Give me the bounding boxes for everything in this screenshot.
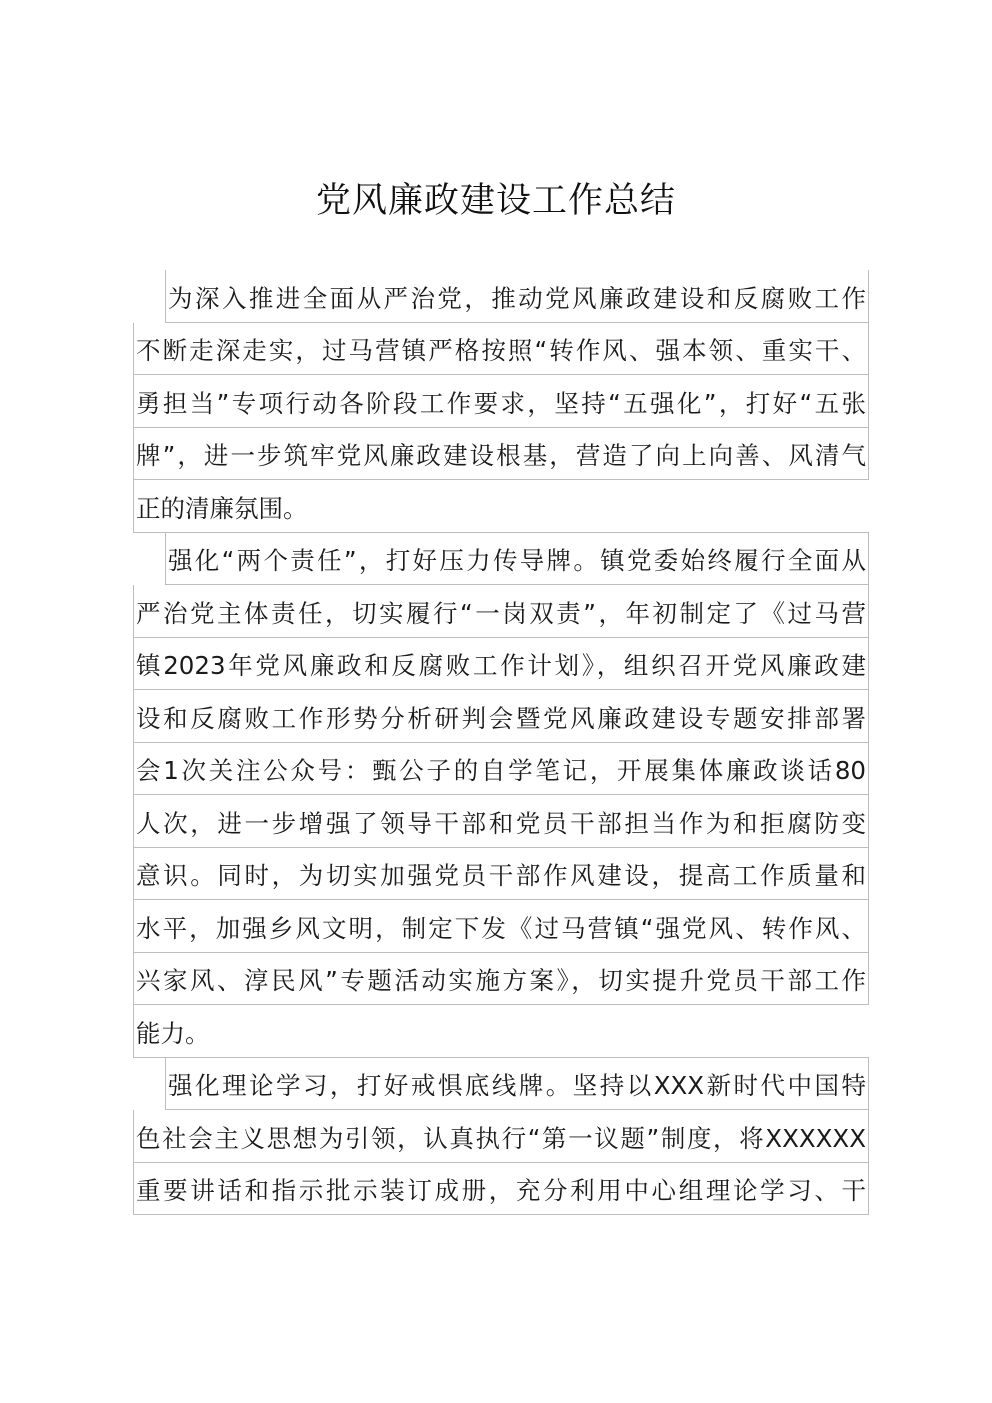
text-line bbox=[133, 428, 869, 481]
text-line bbox=[133, 375, 869, 428]
text-line bbox=[165, 270, 869, 323]
text-line bbox=[133, 1163, 869, 1216]
line-text: 会1次关注公众号：甄公子的自学笔记，开展集体廉政谈话80 bbox=[136, 756, 866, 785]
document-title: 党风廉政建设工作总结 bbox=[315, 181, 676, 221]
line-text: 重要讲话和指示批示装订成册，充分利用中心组理论学习、干 bbox=[136, 1176, 866, 1205]
text-line bbox=[165, 1058, 869, 1111]
text-line bbox=[133, 1110, 869, 1163]
line-text: 镇2023年党风廉政和反腐败工作计划》，组织召开党风廉政建 bbox=[136, 651, 866, 680]
line-text: 意识。同时，为切实加强党员干部作风建设，提高工作质量和 bbox=[136, 861, 866, 890]
line-text: 强化“两个责任”，打好压力传导牌。镇党委始终履行全面从 bbox=[168, 546, 866, 575]
line-text: 设和反腐败工作形势分析研判会暨党风廉政建设专题安排部署 bbox=[136, 703, 866, 733]
line-text: 为深入推进全面从严治党，推动党风廉政建设和反腐败工作 bbox=[168, 283, 866, 313]
text-line bbox=[133, 900, 869, 953]
line-text: 不断走深走实，过马营镇严格按照“转作风、强本领、重实干、 bbox=[136, 336, 866, 365]
text-line bbox=[133, 953, 869, 1006]
line-text: 能力。 bbox=[136, 1018, 210, 1048]
text-line bbox=[133, 585, 869, 638]
line-text: 水平，加强乡风文明，制定下发《过马营镇“强党风、转作风、 bbox=[136, 913, 866, 943]
text-line bbox=[133, 690, 869, 743]
line-text: 强化理论学习，打好戒惧底线牌。坚持以XXX新时代中国特 bbox=[168, 1071, 866, 1100]
line-text: 色社会主义思想为引领，认真执行“第一议题”制度，将XXXXXX bbox=[136, 1123, 866, 1153]
line-text: 兴家风、淳民风”专题活动实施方案》，切实提升党员干部工作 bbox=[136, 966, 866, 995]
text-line bbox=[133, 743, 869, 796]
line-text: 牌”，进一步筑牢党风廉政建设根基，营造了向上向善、风清气 bbox=[136, 441, 866, 470]
line-text: 正的清廉氛围。 bbox=[136, 493, 308, 523]
text-line bbox=[133, 638, 869, 691]
text-line bbox=[165, 533, 869, 586]
line-text: 勇担当”专项行动各阶段工作要求，坚持“五强化”，打好“五张 bbox=[136, 388, 866, 418]
line-text: 人次，进一步增强了领导干部和党员干部担当作为和拒腐防变 bbox=[136, 808, 866, 838]
text-line bbox=[133, 323, 869, 376]
text-line bbox=[133, 795, 869, 848]
document-body bbox=[133, 270, 869, 1215]
text-line bbox=[133, 480, 869, 533]
text-line bbox=[133, 1005, 869, 1058]
line-text: 严治党主体责任，切实履行“一岗双责”，年初制定了《过马营 bbox=[136, 598, 866, 628]
text-line bbox=[133, 848, 869, 901]
